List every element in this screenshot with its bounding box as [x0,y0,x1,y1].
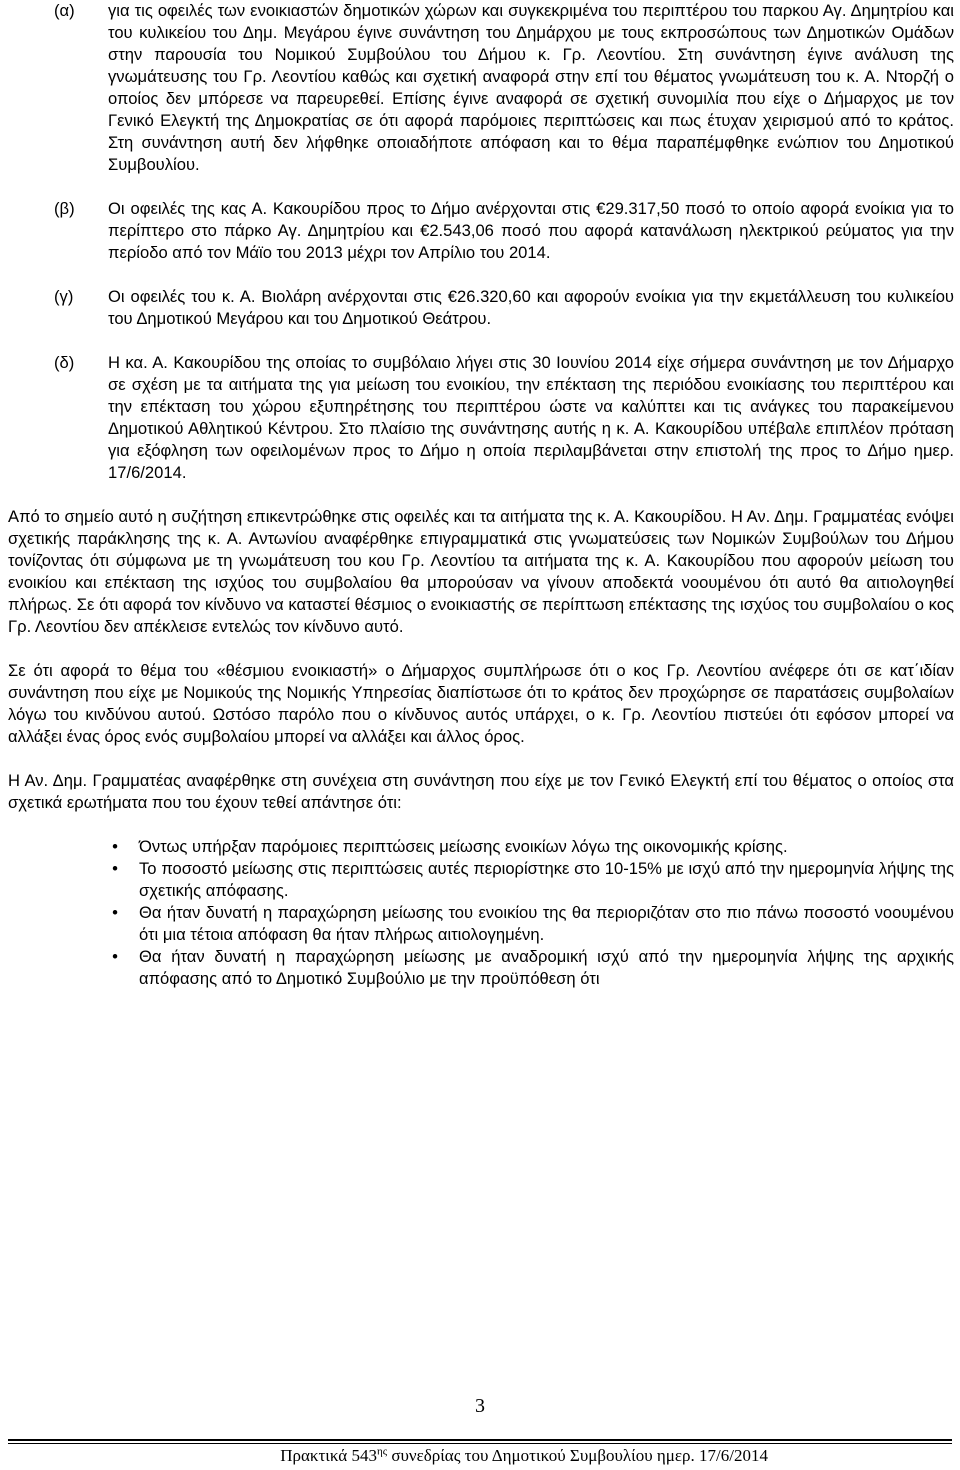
bullet-list [8,836,954,990]
bullet-item [8,836,954,858]
page-body [8,0,954,990]
bullet-text: Το ποσοστό μείωσης στις περιπτώσεις αυτές περιορίστηκε στο 10-15% με ισχύ από την ημερομηνία λήψης της σχετικής απόφασης. [139,859,954,900]
bullet-text: Θα ήταν δυνατή η παραχώρηση μείωσης με αναδρομική ισχύ από την ημερομηνία λήψης της αρχικής απόφασης από το Δημοτικό Συμβούλιο με την προϋπόθεση ότι [139,947,954,988]
footer-suffix: συνεδρίας του Δημοτικού Συμβουλίου ημερ. 17/6/2014 [387,1446,768,1465]
item-text: Οι οφειλές του κ. Α. Βιολάρη ανέρχονται στις €26.320,60 και αφορούν ενοίκια για την εκμετάλλευση του κυλικείου του Δημοτικού Μεγάρου και του Δημοτικού Θεάτρου. [108,287,954,328]
item-label: (β) [54,199,75,218]
page-number: 3 [475,1395,485,1417]
footer-divider [8,1439,952,1441]
bullet-icon: • [112,859,118,878]
bullet-item [8,902,954,946]
bullet-icon: • [112,837,118,856]
footer-prefix: Πρακτικά 543 [280,1446,377,1465]
bullet-icon: • [112,947,118,966]
item-text: για τις οφειλές των ενοικιαστών δημοτικών χώρων και συγκεκριμένα του περιπτέρου του παρκου Αγ. Δημητρίου και του κυλικείου του Δημ. Μεγάρου έγινε συνάντηση του Δημάρχου με τους εκπροσώπους των Δημοτικών Ομάδων στην παρουσία του Νομικού Συμβούλου του Δήμου κ. Γρ. Λεοντίου. Στη συνάντηση έγινε ανάλυση της γνωμάτευσης του Γρ. Λεοντίου καθώς και σχετική αναφορά στην επί του θέματος γνωμάτευση του κ. Α. Ντορζή ο οποίος δεν μπόρεσε να παρευρεθεί. Επίσης έγινε αναφορά σε σχετική συνομιλία που είχε ο Δήμαρχος με τον Γενικό Ελεγκτή της Δημοκρατίας σε ότι αφορά παρόμοιες περιπτώσεις και πως έτυχαν χειρισμού από το κράτος. Στη συνάντηση αυτή δεν λήφθηκε οποιαδήποτε απόφαση και το θέμα παραπέμφθηκε ενώπιον του Δημοτικού Συμβουλίου. [108,1,954,174]
bullet-text: Όντως υπήρξαν παρόμοιες περιπτώσεις μείωσης ενοικίων λόγω της οικονομικής κρίσης. [139,837,788,856]
list-item-beta [8,198,954,264]
bullet-icon: • [112,903,118,922]
bullet-item [8,946,954,990]
paragraph-discussion: Από το σημείο αυτό η συζήτηση επικεντρώθηκε στις οφειλές και τα αιτήματα της κ. Α. Κακουρίδου. Η Αν. Δημ. Γραμματέας ενόψει σχετικής παράκλησης της κ. Α. Αντωνίου αναφέρθηκε επιγραμματικά στις γνωματεύσεις των Νομικών Συμβούλων του Δήμου τονίζοντας ότι σύμφωνα με τη γνωμάτευση του κου Γρ. Λεοντίου τα αιτήματα της κ. Α. Κακουρίδου που αφορούν μείωση του ενοικίου και επέκταση της ισχύος του συμβολαίου θα μπορούσαν να γίνουν αποδεκτά νοουμένου ότι αυτό θα αιτιολογηθεί πλήρως. Σε ότι αφορά τον κίνδυνο να καταστεί θέσμιος ο ενοικιαστής σε περίπτωση επέκτασης της ισχύος του συμβολαίου ο κος Γρ. Λεοντίου δεν απέκλεισε εντελώς τον κίνδυνο αυτό. [8,507,954,636]
list-item-delta [8,352,954,484]
paragraph-statutory-tenant: Σε ότι αφορά το θέμα του «θέσμιου ενοικιαστή» ο Δήμαρχος συμπλήρωσε ότι ο κος Γρ. Λεοντίου ανέφερε ότι σε κατ΄ιδίαν συνάντηση που είχε με Νομικούς της Νομικής Υπηρεσίας διαπίστωσε ότι το κράτος δεν προχώρησε σε παρατάσεις συμβολαίων λόγω του κινδύνου αυτού. Ωστόσο παρόλο που ο κίνδυνος αυτός υπάρχει, ο κ. Γρ. Λεοντίου πιστεύει ότι εφόσον μπορεί να αλλάξει ένας όρος ενός συμβολαίου μπορεί να αλλάξει και άλλος όρος. [8,661,954,746]
list-item-gamma [8,286,954,330]
item-label: (γ) [54,287,74,306]
item-label: (α) [54,1,75,20]
bullet-item [8,858,954,902]
list-item-alpha [8,0,954,176]
paragraph-auditor-meeting: Η Αν. Δημ. Γραμματέας αναφέρθηκε στη συνέχεια στη συνάντηση που είχε με τον Γενικό Ελεγκτή επί του θέματος ο οποίος στα σχετικά ερωτήματα που του έχουν τεθεί απάντησε ότι: [8,771,954,812]
item-label: (δ) [54,353,75,372]
footer-divider-thin [8,1443,952,1444]
page-footer [280,1445,768,1467]
item-text: Η κα. Α. Κακουρίδου της οποίας το συμβόλαιο λήγει στις 30 Ιουνίου 2014 είχε σήμερα συνάντηση με τον Δήμαρχο σε σχέση με τα αιτήματα της για μείωση του ενοικίου, την επέκταση της περιόδου ενοικίασης του περιπτέρου και την επέκταση του χώρου εξυπηρέτησης του περιπτέρου ώστε να καλύπτει και τις ανάγκες του παρακείμενου Δημοτικού Αθλητικού Κέντρου. Στο πλαίσιο της συνάντησης αυτής η κ. Α. Κακουρίδου υπέβαλε επιπλέον πρόταση για εξόφληση των οφειλομένων προς το Δήμο η οποία περιλαμβάνεται στην επιστολή της προς το Δήμο ημερ. 17/6/2014. [108,353,954,482]
bullet-text: Θα ήταν δυνατή η παραχώρηση μείωσης του ενοικίου της θα περιοριζόταν στο πιο πάνω ποσοστό νοουμένου ότι μια τέτοια απόφαση θα ήταν πλήρως αιτιολογημένη. [139,903,954,944]
item-text: Οι οφειλές της κας Α. Κακουρίδου προς το Δήμο ανέρχονται στις €29.317,50 ποσό το οποίο αφορά ενοίκια για το περίπτερο στο πάρκο Αγ. Δημητρίου και €2.543,06 ποσό που αφορά κατανάλωση ηλεκτρικού ρεύματος για την περίοδο από τον Μάϊο του 2013 μέχρι τον Απρίλιο του 2014. [108,199,954,262]
footer-superscript: ης [376,1445,388,1458]
